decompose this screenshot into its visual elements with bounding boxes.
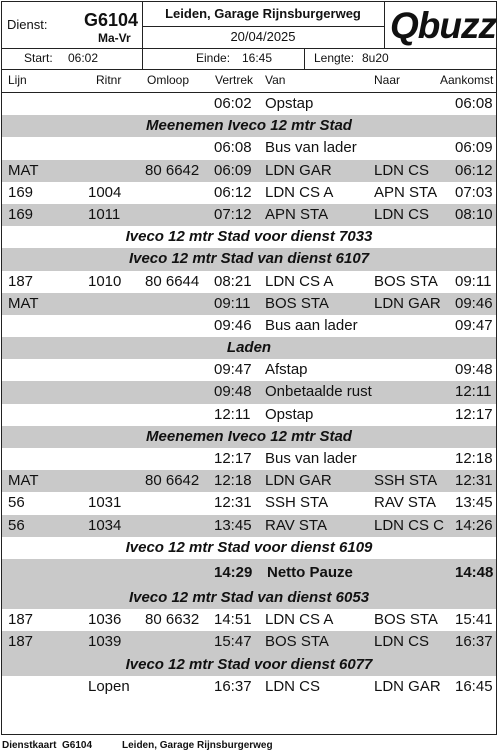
dienst-cell xyxy=(2,2,143,48)
cell-van: Bus van lader xyxy=(265,450,357,467)
cell-vertrek: 08:21 xyxy=(214,272,252,290)
footer-dienst: G6104 xyxy=(62,740,93,751)
section-row: Iveco 12 mtr Stad voor dienst 6109 xyxy=(125,538,373,556)
cell-aankomst: 16:45 xyxy=(455,677,493,695)
trip-row xyxy=(2,676,496,698)
cell-aankomst: 15:41 xyxy=(455,611,493,629)
cell-aankomst: 16:37 xyxy=(455,633,493,651)
length-label: Lengte: xyxy=(314,51,355,65)
col-lijn: Lijn xyxy=(8,73,27,87)
cell-omloop: 80 6632 xyxy=(145,611,200,629)
cell-vertrek: 12:18 xyxy=(214,472,252,490)
days-label: Ma-Vr xyxy=(98,31,131,45)
col-van: Van xyxy=(265,73,286,87)
cell-naar: BOS STA xyxy=(374,272,438,290)
trip-row xyxy=(2,160,496,182)
cell-lijn: 187 xyxy=(8,272,34,290)
cell-naar: LDN CS xyxy=(374,161,430,179)
cell-vertrek: 06:02 xyxy=(214,95,252,112)
dienstkaart xyxy=(1,1,497,735)
cell-van: Bus aan lader xyxy=(265,316,358,334)
cell-aankomst: 13:45 xyxy=(455,494,493,512)
cell-van: APN STA xyxy=(265,205,329,223)
cell-ritnr: 1010 xyxy=(88,272,122,290)
cell-aankomst: 12:18 xyxy=(455,450,493,467)
cell-vertrek: 09:47 xyxy=(214,361,252,379)
trip-row xyxy=(2,448,496,470)
section-row: Iveco 12 mtr Stad voor dienst 6077 xyxy=(2,654,496,676)
cell-vertrek: 14:29 xyxy=(214,563,253,581)
cell-aankomst: 07:03 xyxy=(455,183,493,201)
cell-van: Onbetaalde rust xyxy=(265,383,372,401)
location-cell xyxy=(142,2,385,48)
trip-row xyxy=(2,293,496,315)
cell-omloop: 80 6644 xyxy=(145,272,200,290)
cell-vertrek: 12:11 xyxy=(214,405,251,423)
footer-location: Leiden, Garage Rijnsburgerweg xyxy=(122,740,273,751)
cell-van: LDN GAR xyxy=(265,472,332,490)
cell-van: LDN CS A xyxy=(265,272,334,290)
cell-vertrek: 13:45 xyxy=(214,516,252,534)
start-label: Start: xyxy=(24,51,53,65)
cell-van: BOS STA xyxy=(265,294,329,312)
cell-ritnr: 1036 xyxy=(88,611,122,629)
trip-row xyxy=(2,381,496,403)
cell-van: RAV STA xyxy=(265,516,327,534)
cell-van: SSH STA xyxy=(265,494,329,512)
cell-lijn: 169 xyxy=(8,183,34,201)
trip-row xyxy=(2,515,496,537)
cell-van: Afstap xyxy=(265,361,308,379)
cell-van: LDN CS xyxy=(265,677,321,695)
cell-aankomst: 12:11 xyxy=(455,383,492,401)
end-label: Einde: xyxy=(196,51,231,65)
cell-naar: LDN GAR xyxy=(374,294,441,312)
cell-naar: LDN CS xyxy=(374,205,430,223)
pause-row xyxy=(2,559,496,587)
cell-lijn: 56 xyxy=(8,494,25,512)
trip-row xyxy=(2,315,496,337)
cell-naar: RAV STA xyxy=(374,494,436,512)
cell-aankomst: 06:12 xyxy=(455,161,493,179)
cell-lijn: 187 xyxy=(8,633,34,651)
cell-vertrek: 06:09 xyxy=(214,161,252,179)
cell-van: Bus van lader xyxy=(265,139,357,157)
qbuzz-logo: Qbuzz xyxy=(390,5,496,46)
divider xyxy=(142,48,143,69)
cell-lijn: MAT xyxy=(8,161,39,179)
cell-naar: LDN CS C xyxy=(374,516,445,534)
cell-vertrek: 12:17 xyxy=(214,450,252,467)
cell-vertrek: 09:48 xyxy=(214,383,252,401)
cell-ritnr: 1011 xyxy=(88,205,121,223)
cell-naar: BOS STA xyxy=(374,611,438,629)
cell-omloop: 80 6642 xyxy=(145,472,200,490)
cell-ritnr: 1039 xyxy=(88,633,122,651)
trip-row xyxy=(2,609,496,631)
cell-van: Opstap xyxy=(265,95,314,112)
cell-lijn: 169 xyxy=(8,205,34,223)
cell-lijn: MAT xyxy=(8,472,39,490)
cell-vertrek: 15:47 xyxy=(214,633,252,651)
cell-naar: APN STA xyxy=(374,183,438,201)
cell-van: LDN GAR xyxy=(265,161,332,179)
section-row: Meenemen Iveco 12 mtr Stad xyxy=(2,426,496,448)
cell-vertrek: 09:11 xyxy=(214,294,251,312)
trip-row xyxy=(2,631,496,653)
trip-row xyxy=(2,204,496,226)
cell-aankomst: 14:48 xyxy=(455,563,494,581)
cell-lijn: MAT xyxy=(8,294,39,312)
trip-row xyxy=(2,271,496,293)
cell-vertrek: 12:31 xyxy=(214,494,252,512)
cell-naar: SSH STA xyxy=(374,472,438,490)
cell-aankomst: 09:46 xyxy=(455,294,493,312)
trip-row xyxy=(2,93,496,115)
shift-times xyxy=(2,48,496,70)
cell-van: LDN CS A xyxy=(265,611,334,629)
cell-van: Netto Pauze xyxy=(267,563,353,581)
cell-vertrek: 16:37 xyxy=(214,677,252,695)
trip-row xyxy=(2,359,496,381)
trip-row xyxy=(2,137,496,159)
date: 20/04/2025 xyxy=(230,29,296,44)
divider xyxy=(304,48,305,69)
cell-aankomst: 14:26 xyxy=(455,516,493,534)
section-row: Iveco 12 mtr Stad van dienst 6053 xyxy=(2,587,496,609)
cell-aankomst: 09:11 xyxy=(455,272,492,290)
start-time: 06:02 xyxy=(68,51,99,65)
length-value: 8u20 xyxy=(362,51,389,65)
cell-ritnr: 1004 xyxy=(88,183,122,201)
cell-omloop: 80 6642 xyxy=(145,161,200,179)
cell-vertrek: 06:08 xyxy=(214,139,252,157)
cell-van: Opstap xyxy=(265,405,314,423)
cell-aankomst: 12:17 xyxy=(455,405,493,423)
cell-van: LDN CS A xyxy=(265,183,334,201)
section-row: Iveco 12 mtr Stad voor dienst 7033 xyxy=(125,228,373,246)
footer-label: Dienstkaart xyxy=(2,740,57,751)
cell-aankomst: 09:48 xyxy=(455,361,493,379)
cell-vertrek: 07:12 xyxy=(214,205,252,223)
cell-naar: LDN GAR xyxy=(374,677,441,695)
col-aankomst: Aankomst xyxy=(440,73,494,87)
col-ritnr: Ritnr xyxy=(96,73,122,87)
cell-aankomst: 08:10 xyxy=(455,205,493,223)
schedule-rows xyxy=(2,93,496,698)
cell-aankomst: 06:08 xyxy=(455,95,493,112)
col-naar: Naar xyxy=(374,73,401,87)
section-row: Meenemen Iveco 12 mtr Stad xyxy=(2,115,496,137)
cell-lijn: 187 xyxy=(8,611,34,629)
cell-aankomst: 06:09 xyxy=(455,139,493,157)
dienst-label: Dienst: xyxy=(7,17,48,32)
cell-vertrek: 06:12 xyxy=(214,183,252,201)
cell-vertrek: 09:46 xyxy=(214,316,252,334)
cell-lijn: 56 xyxy=(8,516,25,534)
cell-aankomst: 09:47 xyxy=(455,316,493,334)
cell-ritnr: Lopen xyxy=(88,677,130,695)
cell-ritnr: 1034 xyxy=(88,516,122,534)
cell-ritnr: 1031 xyxy=(88,494,122,512)
column-headers xyxy=(2,69,496,93)
trip-row xyxy=(2,492,496,514)
cell-van: BOS STA xyxy=(265,633,329,651)
cell-vertrek: 14:51 xyxy=(214,611,252,629)
section-row: Laden xyxy=(2,337,496,359)
trip-row xyxy=(2,404,496,426)
trip-row xyxy=(2,182,496,204)
section-row: Iveco 12 mtr Stad van dienst 6107 xyxy=(2,248,496,270)
col-omloop: Omloop xyxy=(147,73,190,87)
end-time: 16:45 xyxy=(242,51,273,65)
location-name: Leiden, Garage Rijnsburgerweg xyxy=(142,2,384,27)
col-vertrek: Vertrek xyxy=(215,73,254,87)
header xyxy=(2,2,496,49)
dienst-number: G6104 xyxy=(84,10,139,30)
cell-aankomst: 12:31 xyxy=(455,472,493,490)
cell-naar: LDN CS xyxy=(374,633,430,651)
trip-row xyxy=(2,470,496,492)
